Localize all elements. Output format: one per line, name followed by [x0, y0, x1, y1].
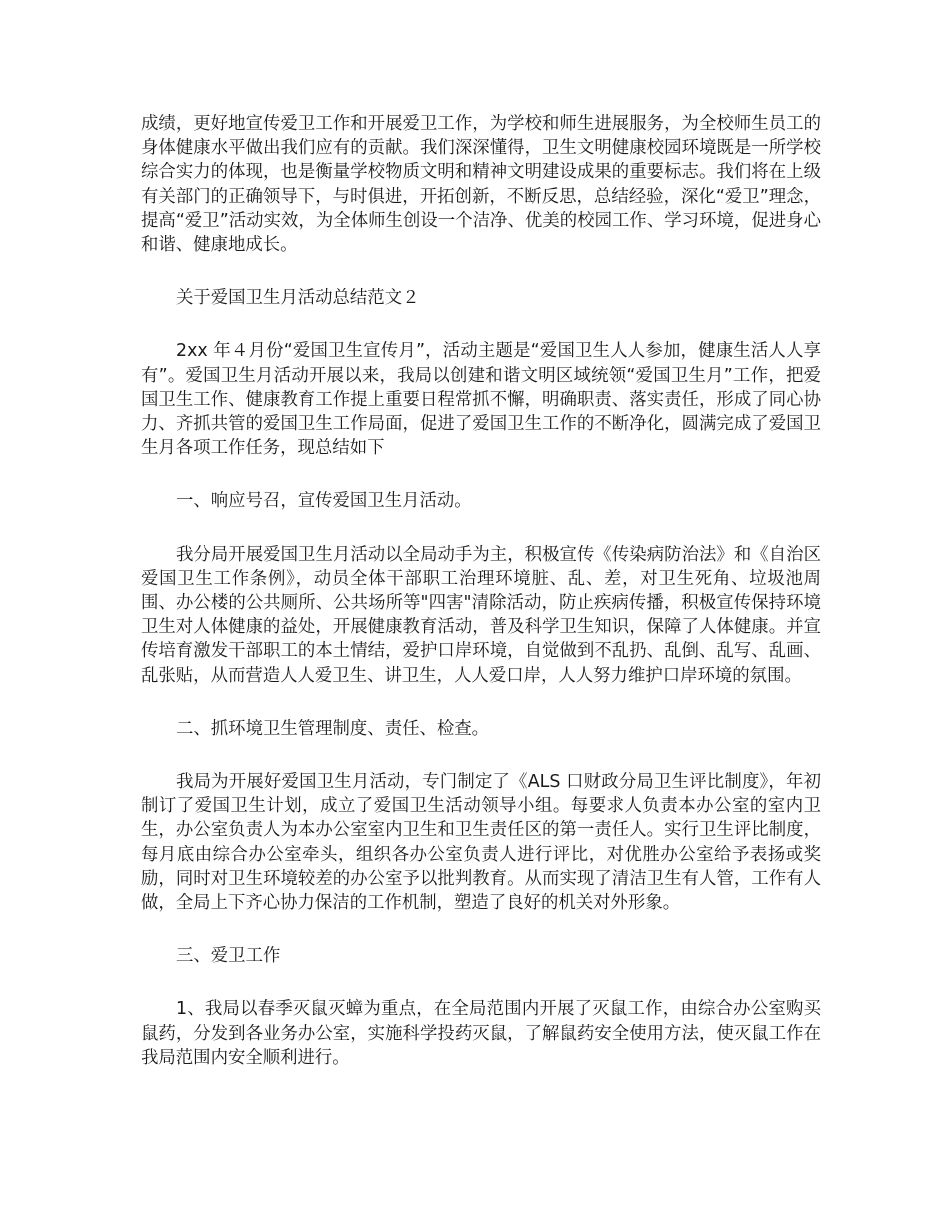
heading-section-2: 二、抓环境卫生管理制度、责任、检查。: [176, 718, 490, 739]
paragraph-school-hygiene-conclusion: 成绩，更好地宣传爱卫工作和开展爱卫工作，为学校和师生进展服务，为全校师生员工的身体健康水平做出我们应有的贡献。我们深深懂得，卫生文明健康校园环境既是一所学校综合实力的体现，也是衡量学校物质文明和精神文明建设成果的重要标志。我们将在上级有关部门的正确领导下，与时俱进，开拓创新，不断反思，总结经验，深化“爱卫”理念，提高“爱卫”活动实效，为全体师生创设一个洁净、优美的校园工作、学习环境，促进身心和谐、健康地成长。: [141, 114, 821, 256]
paragraph-section-3-item-1: 1、我局以春季灭鼠灭蟑为重点，在全局范围内开展了灭鼠工作，由综合办公室购买鼠药，分发到各业务办公室，实施科学投药灭鼠，了解鼠药安全使用方法，使灭鼠工作在我局范围内安全顺利进行。: [141, 999, 821, 1068]
heading-section-3: 三、爱卫工作: [176, 946, 281, 967]
heading-article-2-title: 关于爱国卫生月活动总结范文２: [176, 288, 420, 309]
paragraph-section-2-body: 我局为开展好爱国卫生月活动，专门制定了《ALS 口财政分局卫生评比制度》，年初制订了爱国卫生计划，成立了爱国卫生活动领导小组。每要求人负责本办公室的室内卫生，办公室负责人为本办公室室内卫生和卫生责任区的第一责任人。实行卫生评比制度，每月底由综合办公室牵头，组织各办公室负责人进行评比，对优胜办公室给予表扬或奖励，同时对卫生环境较差的办公室予以批判教育。从而实现了清洁卫生有人管，工作有人做，全局上下齐心协力保洁的工作机制，塑造了良好的机关对外形象。: [141, 772, 821, 914]
document-page: [141, 112, 821, 1070]
paragraph-april-campaign-intro: 2xx 年４月份“爱国卫生宣传月”，活动主题是“爱国卫生人人参加，健康生活人人享有”。爱国卫生月活动开展以来，我局以创建和谐文明区域统领“爱国卫生月”工作，把爱国卫生工作、健康教育工作提上重要日程常抓不懈，明确职责、落实责任，形成了同心协力、齐抓共管的爱国卫生工作局面，促进了爱国卫生工作的不断净化，圆满完成了爱国卫生月各项工作任务，现总结如下: [141, 341, 821, 459]
heading-section-1: 一、响应号召，宣传爱国卫生月活动。: [176, 491, 472, 512]
paragraph-section-1-body: 我分局开展爱国卫生月活动以全局动手为主，积极宣传《传染病防治法》和《自治区爱国卫生工作条例》，动员全体干部职工治理环境脏、乱、差，对卫生死角、垃圾池周围、办公楼的公共厕所、公共场所等"四害"清除活动，防止疾病传播，积极宣传保持环境卫生对人体健康的益处，开展健康教育活动，普及科学卫生知识，保障了人体健康。并宣传培育激发干部职工的本土情结，爱护口岸环境，自觉做到不乱扔、乱倒、乱写、乱画、乱张贴，从而营造人人爱卫生、讲卫生，人人爱口岸，人人努力维护口岸环境的氛围。: [141, 544, 821, 686]
